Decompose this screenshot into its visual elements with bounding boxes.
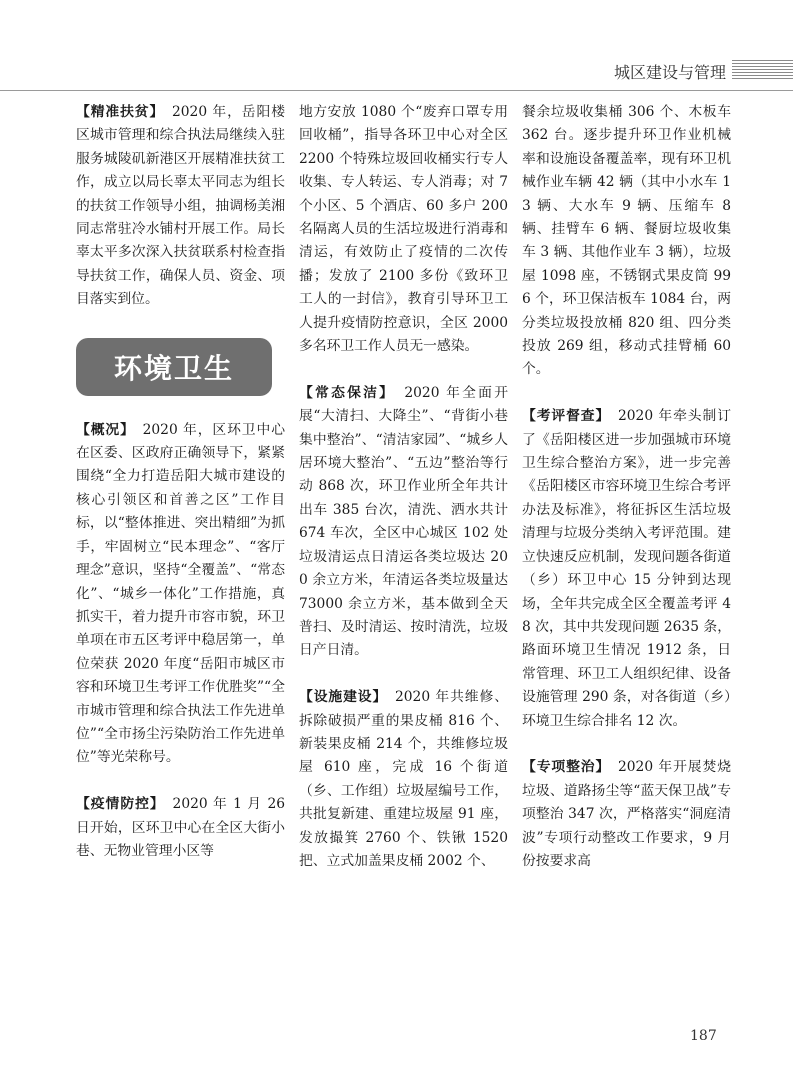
column-1 bbox=[76, 101, 285, 863]
paragraph-text: 2020 年 1 月 26 日开始，区环卫中心在全区大街小巷、无物业管理小区等 bbox=[76, 796, 285, 859]
section-heading-box bbox=[76, 338, 272, 396]
paragraph-kaoping bbox=[522, 405, 731, 733]
page-number: 187 bbox=[690, 1028, 717, 1044]
paragraph-sheshi-start bbox=[299, 686, 508, 873]
paragraph-yiqing-start bbox=[76, 793, 285, 863]
paragraph-text: 餐余垃圾收集桶 306 个、木板车 362 台。逐步提升环卫作业机械率和设施设备覆盖率，现有环卫机械作业车辆 42 辆（其中小水车 13 辆、大水车 9 辆、压缩车 8 辆、挂臂车 6 辆、餐厨垃圾收集车 3 辆、其他作业车 3 辆），垃圾屋 1098 座，不锈钢式果皮筒 996 个，环卫保洁板车 1084 台，两分类垃圾投放桶 820 组、四分类投放 269 组，移动式挂臂桶 60 个。 bbox=[522, 104, 731, 378]
paragraph-text: 2020 年，区环卫中心在区委、区政府正确领导下，紧紧围绕“全力打造岳阳大城市建设的核心引领区和首善之区”工作目标，以“整体推进、突出精细”为抓手，牢固树立“民本理念”、“客厅理念”意识，坚持“全覆盖”、“常态化”、“城乡一体化”工作措施，真抓实干，着力提升市容市貌，环卫单项在市五区考评中稳居第一，单位荣获 2020 年度“岳阳市城区市容和环境卫生考评工作优胜奖”“全市城市管理和综合执法工作先进单位”“全市扬尘污染防治工作先进单位”等光荣称号。 bbox=[76, 421, 286, 766]
running-header-title: 城区建设与管理 bbox=[614, 63, 727, 82]
paragraph-sheshi-cont bbox=[522, 101, 731, 382]
column-2 bbox=[299, 101, 508, 873]
paragraph-text: 2020 年牵头制订了《岳阳楼区进一步加强城市环境卫生综合整治方案》，进一步完善《岳阳楼区市容环境卫生综合考评办法及标准》，将征拆区生活垃圾清理与垃圾分类纳入考评范围。建立快速反应机制，发现问题各街道（乡）环卫中心 15 分钟到达现场，全年共完成全区全覆盖考评 48 次，其中共发现问题 2635 条，路面环境卫生情况 1912 条，日常管理、环卫工人组织纪律、设备设施管理 290 条，对各街道（乡）环境卫生综合排名 12 次。 bbox=[522, 408, 731, 729]
paragraph-label: 【专项整治】 bbox=[522, 759, 604, 776]
paragraph-text: 地方安放 1080 个“废弃口罩专用回收桶”，指导各环卫中心对全区 2200 个特殊垃圾回收桶实行专人收集、专人转运、专人消毒；对 7 个小区、5 个酒店、60 多户 200 名隔离人员的生活垃圾进行消毒和清运，有效防止了疫情的二次传播；发放了 2100 多份《致环卫工人的一封信》，教育引导环卫工人提升疫情防控意识，全区 2000 多名环卫工作人员无一感染。 bbox=[299, 104, 508, 355]
header-stripes-decoration bbox=[732, 60, 793, 80]
paragraph-label: 【常态保洁】 bbox=[299, 384, 389, 401]
paragraph-zhuanxiang bbox=[522, 756, 731, 873]
paragraph-text: 2020 年共维修、拆除破损严重的果皮桶 816 个、新装果皮桶 214 个，共维修垃圾屋 610 座，完成 16 个街道（乡、工作组）垃圾屋编号工作，共批复新建、重建垃圾屋 91 座，发放撮箕 2760 个、铁锹 1520 把、立式加盖果皮桶 2002 个、 bbox=[299, 689, 508, 869]
paragraph-label: 【精准扶贫】 bbox=[76, 104, 158, 120]
paragraph-label: 【设施建设】 bbox=[299, 689, 381, 706]
paragraph-text: 2020 年开展焚烧垃圾、道路扬尘等“蓝天保卫战”专项整治 347 次，严格落实“洞庭清波”专项行动整改工作要求，9 月份按要求高 bbox=[522, 759, 731, 869]
paragraph-label: 【疫情防控】 bbox=[76, 796, 158, 813]
paragraph-label: 【概况】 bbox=[76, 421, 128, 438]
header-rule bbox=[0, 90, 793, 91]
paragraph-text: 2020 年全面开展“大清扫、大降尘”、“背街小巷集中整治”、“清洁家园”、“城乡人居环境大整治”、“五边”整治等行动 868 次，环卫作业所全年共计出车 385 台次，清洗、洒水共计 674 车次，全区中心城区 102 处垃圾清运点日清运各类垃圾达 200 余立方米，年清运各类垃圾量达 73000 余立方米，基本做到全天普扫、及时清运、按时清洗，垃圾日产日清。 bbox=[299, 384, 509, 659]
paragraph-label: 【考评督查】 bbox=[522, 408, 604, 425]
column-3 bbox=[522, 101, 731, 873]
paragraph-yiqing-cont bbox=[299, 101, 508, 358]
section-title: 环境卫生 bbox=[113, 351, 234, 385]
paragraph-jingzhun bbox=[76, 101, 285, 312]
paragraph-changtai bbox=[299, 382, 508, 663]
paragraph-gaikuang bbox=[76, 419, 285, 770]
paragraph-text: 2020 年，岳阳楼区城市管理和综合执法局继续入驻服务城陵矶新港区开展精准扶贫工作，成立以局长辜太平同志为组长的扶贫工作领导小组，抽调杨美湘同志常驻冷水铺村开展工作。局长辜太平多次深入扶贫联系村检查指导扶贫工作，确保人员、资金、项目落实到位。 bbox=[76, 104, 285, 308]
running-header bbox=[0, 0, 793, 96]
